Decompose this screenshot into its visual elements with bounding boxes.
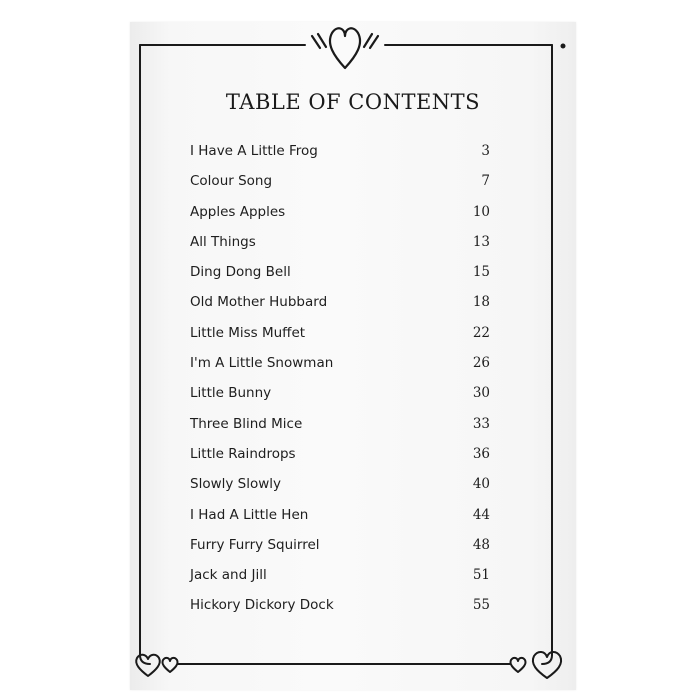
toc-entry-title: Ding Dong Bell [190, 264, 291, 281]
toc-entry-title: Hickory Dickory Dock [190, 597, 334, 614]
toc-entry-title: Furry Furry Squirrel [190, 536, 320, 553]
toc-entry-title: All Things [190, 233, 256, 250]
toc-entry-title: Three Blind Mice [190, 415, 303, 432]
toc-entry-page-number: 44 [472, 506, 490, 523]
toc-entry-title: I Have A Little Frog [190, 143, 318, 159]
toc-entry-title: Colour Song [190, 173, 273, 190]
toc-entry [190, 473, 490, 503]
toc-entry-page-number: 40 [472, 476, 490, 493]
toc-entry-title: Old Mother Hubbard [190, 294, 328, 311]
toc-entry-title: Apples Apples [190, 203, 286, 220]
toc-entry-page-number: 26 [472, 355, 490, 372]
toc-entry [190, 382, 490, 412]
toc-entry-page-number: 55 [472, 597, 490, 614]
table-of-contents [190, 140, 490, 625]
toc-entry [190, 291, 490, 321]
page-title: TABLE OF CONTENTS [225, 90, 481, 114]
toc-entry-page-number: 10 [472, 203, 490, 220]
toc-entry-page-number: 48 [472, 536, 490, 553]
toc-entry [190, 140, 490, 170]
toc-entry-title: Little Raindrops [190, 445, 296, 462]
toc-entry [190, 534, 490, 564]
toc-entry [190, 261, 490, 291]
toc-entry-title: I'm A Little Snowman [190, 355, 334, 372]
toc-entry [190, 564, 490, 594]
toc-entry-page-number: 51 [472, 567, 490, 584]
toc-entry-page-number: 13 [472, 233, 490, 250]
toc-entry [190, 413, 490, 443]
toc-entry [190, 322, 490, 352]
toc-entry-title: Little Bunny [190, 385, 272, 402]
toc-entry [190, 231, 490, 261]
toc-entry-page-number: 15 [472, 264, 490, 281]
toc-entry [190, 352, 490, 382]
toc-entry [190, 170, 490, 200]
toc-entry-page-number: 22 [472, 324, 490, 341]
toc-entry-title: I Had A Little Hen [190, 506, 309, 523]
toc-entry-title: Jack and Jill [190, 567, 267, 584]
toc-entry-page-number: 3 [481, 143, 490, 159]
toc-entry-title: Little Miss Muffet [190, 324, 306, 341]
toc-entry-page-number: 7 [481, 173, 490, 190]
toc-entry [190, 504, 490, 534]
toc-entry-title: Slowly Slowly [190, 476, 282, 493]
toc-entry-page-number: 18 [472, 294, 490, 311]
toc-entry [190, 443, 490, 473]
toc-entry [190, 201, 490, 231]
toc-entry-page-number: 30 [472, 385, 490, 402]
toc-entry-page-number: 33 [472, 415, 490, 432]
toc-entry-page-number: 36 [472, 445, 490, 462]
toc-entry [190, 594, 490, 624]
